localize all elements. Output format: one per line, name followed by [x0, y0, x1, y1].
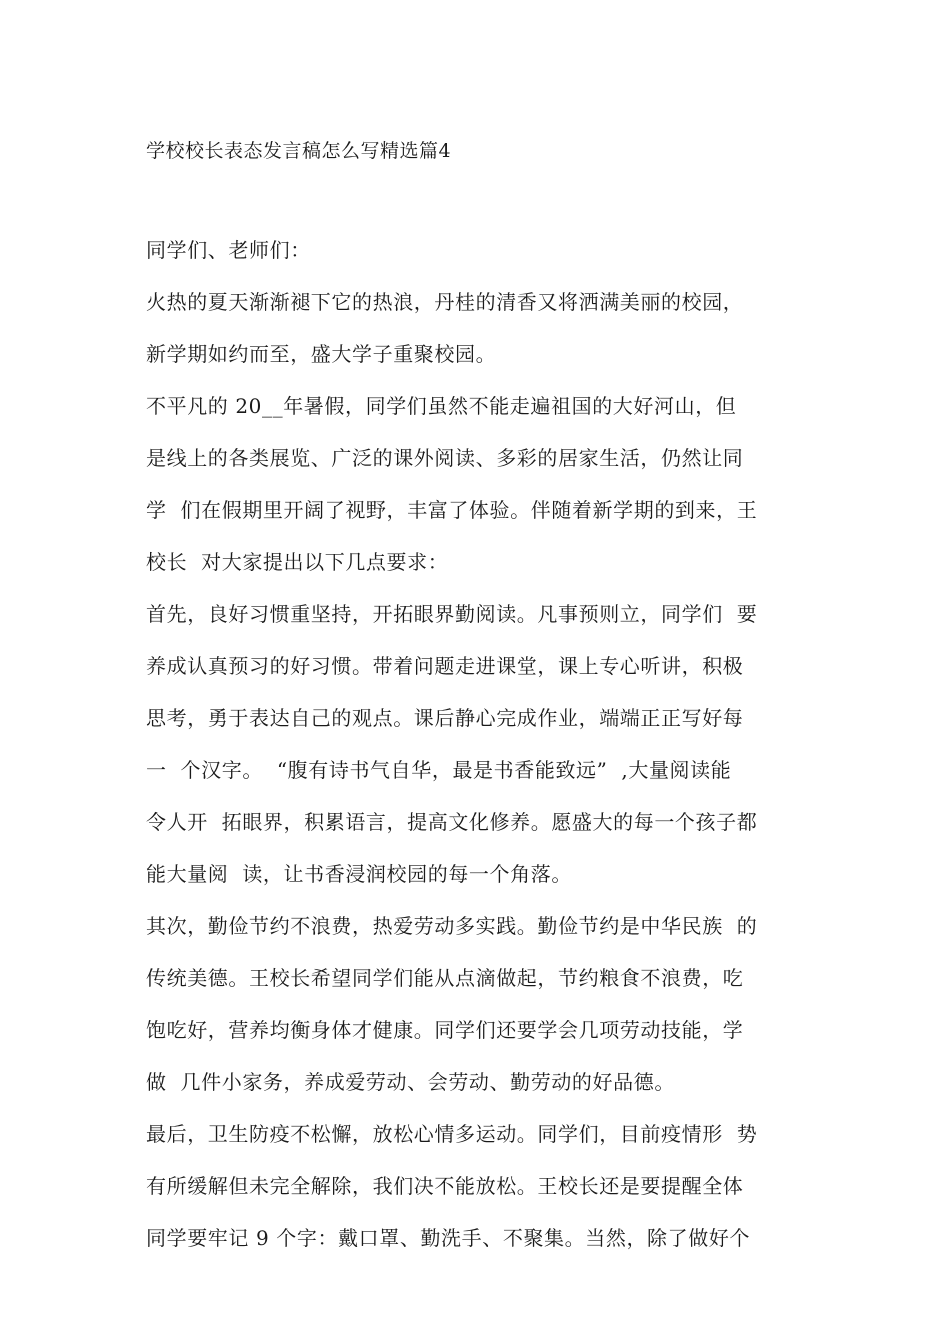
paragraph-line: 思考，勇于表达自己的观点。课后静心完成作业，端端正正写好每 — [146, 706, 744, 730]
paragraph-line: 一 个汉字。 “腹有诗书气自华，最是书香能致远” ,大量阅读能 — [146, 758, 732, 782]
paragraph-line: 最后，卫生防疫不松懈，放松心情多运动。同学们，目前疫情形 势 — [146, 1122, 758, 1146]
paragraph-line: 养成认真预习的好习惯。带着问题走进课堂，课上专心听讲，积极 — [146, 654, 744, 678]
paragraph-line: 做 几件小家务，养成爱劳动、会劳动、勤劳动的好品德。 — [146, 1070, 675, 1094]
paragraph-line: 有所缓解但未完全解除，我们决不能放松。王校长还是要提醒全体 — [146, 1174, 744, 1198]
paragraph-line: 传统美德。王校长希望同学们能从点滴做起，节约粮食不浪费，吃 — [146, 966, 744, 990]
salutation-line: 同学们、老师们： — [146, 238, 311, 262]
paragraph-line: 火热的夏天渐渐褪下它的热浪，丹桂的清香又将洒满美丽的校园， — [146, 290, 744, 314]
document-title: 学校校长表态发言稿怎么写精选篇4 — [146, 140, 452, 162]
paragraph-line: 校长 对大家提出以下几点要求： — [146, 550, 449, 574]
paragraph-line: 是线上的各类展览、广泛的课外阅读、多彩的居家生活，仍然让同 — [146, 446, 744, 470]
paragraph-line: 饱吃好，营养均衡身体才健康。同学们还要学会几项劳动技能，学 — [146, 1018, 744, 1042]
paragraph-line: 其次，勤俭节约不浪费，热爱劳动多实践。勤俭节约是中华民族 的 — [146, 914, 758, 938]
paragraph-line: 学 们在假期里开阔了视野，丰富了体验。伴随着新学期的到来，王 — [146, 498, 758, 522]
paragraph-line: 同学要牢记 9 个字：戴口罩、勤洗手、不聚集。当然，除了做好个 — [146, 1226, 751, 1250]
paragraph-line: 不平凡的 20__年暑假，同学们虽然不能走遍祖国的大好河山，但 — [146, 394, 737, 418]
document-body — [146, 236, 826, 1276]
paragraph-line: 首先，良好习惯重坚持，开拓眼界勤阅读。凡事预则立，同学们 要 — [146, 602, 758, 626]
paragraph-line: 新学期如约而至，盛大学子重聚校园。 — [146, 342, 497, 366]
paragraph-line: 令人开 拓眼界，积累语言，提高文化修养。愿盛大的每一个孩子都 — [146, 810, 758, 834]
paragraph-line: 能大量阅 读，让书香浸润校园的每一个角落。 — [146, 862, 572, 886]
